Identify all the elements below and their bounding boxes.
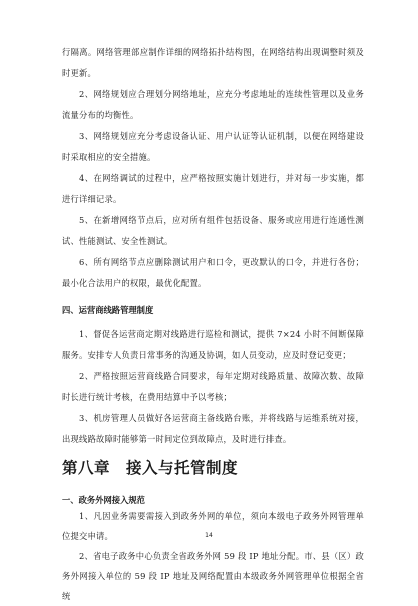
paragraph-network-topology: 行隔离。网络管理部应制作详细的网络拓扑结构图，在网络结构出现调整时须及时更新。 bbox=[62, 47, 364, 78]
paragraph-ip-allocation: 2、省电子政务中心负责全省政务外网 59 段 IP 地址分配。市、县（区）政务外网接入单位的 59 段 IP 地址及网络配置由本级政务外网管理单位根据全省统 bbox=[62, 551, 364, 601]
paragraph-carrier-ledger: 3、机房管理人员做好各运营商主备线路台账，并将线路与运维系统对接，出现线路故障时能够第一时间定位到故障点，及时进行排查。 bbox=[62, 413, 364, 444]
paragraph-carrier-contract: 2、严格按照运营商线路合同要求，每年定期对线路质量、故障次数、故障时长进行统计考核，在费用结算中予以考核； bbox=[62, 371, 364, 402]
paragraph-debugging: 4、在网络调试的过程中，应严格按照实施计划进行，并对每一步实施，都进行详细记录。 bbox=[62, 173, 364, 204]
page-number: 14 bbox=[205, 532, 213, 539]
paragraph-carrier-inspection: 1、督促各运营商定期对线路进行巡检和测试，提供 7×24 小时不间断保障服务。安排专人负责日常事务的沟通及协调，如人员变动，应及时登记变更； bbox=[62, 329, 364, 360]
section-heading-carrier-lines: 四、运营商线路管理制度 bbox=[62, 305, 154, 315]
section-heading-gov-network-access: 一、政务外网接入规范 bbox=[62, 495, 145, 505]
paragraph-test-users: 6、所有网络节点应删除测试用户和口令，更改默认的口令，并进行各份；最小化合法用户的权限，最优化配置。 bbox=[62, 257, 364, 288]
paragraph-authentication: 3、网络规划应充分考虑设备认证、用户认证等认证机制，以便在网络建设时采取相应的安全措施。 bbox=[62, 131, 364, 162]
chapter-number: 第八章 bbox=[62, 459, 111, 477]
chapter-heading bbox=[62, 458, 238, 478]
paragraph-testing: 5、在新增网络节点后，应对所有组件包括设备、服务或应用进行连通性测试、性能测试、安全性测试。 bbox=[62, 215, 364, 246]
paragraph-access-application: 1、凡因业务需要需接入到政务外网的单位，须向本级电子政务外网管理单位提交申请。 bbox=[62, 511, 364, 541]
chapter-title: 接入与托管制度 bbox=[126, 459, 239, 477]
paragraph-address-planning: 2、网络规划应合理划分网络地址，应充分考虑地址的连续性管理以及业务流量分布的均衡性。 bbox=[62, 89, 364, 120]
